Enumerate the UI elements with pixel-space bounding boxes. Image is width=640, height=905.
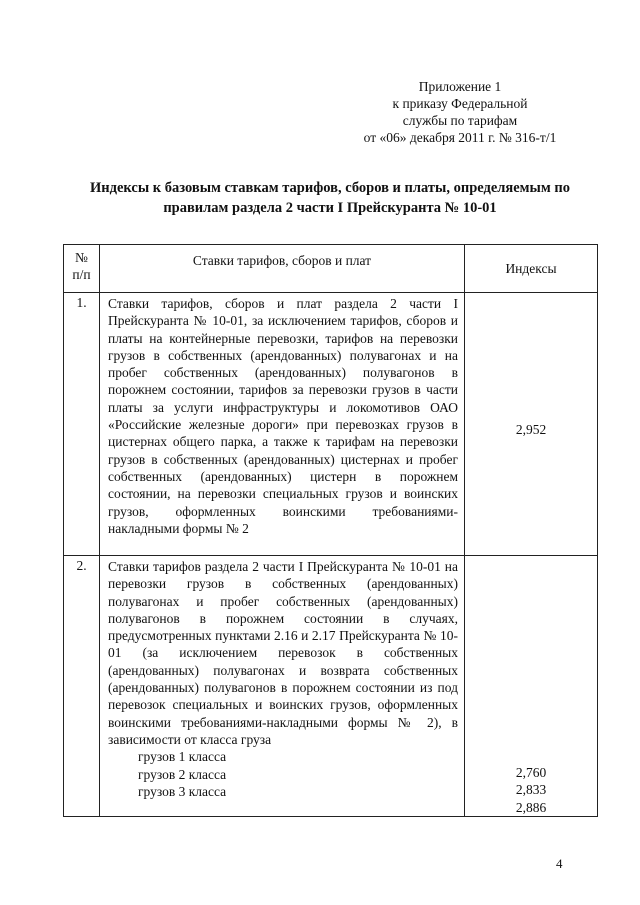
document-title [60,178,600,218]
header-number-line2: п/п [72,267,91,282]
appendix-line: службы по тарифам [402,113,518,128]
title-line-2: правилам раздела 2 части I Прейскуранта № 10-01 [163,200,497,216]
tariff-index-table [63,244,598,817]
appendix-line: к приказу Федеральной [392,96,528,111]
cargo-class-label: грузов 3 класса [138,783,227,799]
row-number: 2. [64,556,100,817]
header-index: Индексы [465,245,598,293]
title-line-1: Индексы к базовым ставкам тарифов, сборов и платы, определяемым по [90,180,570,196]
table-row [64,293,598,556]
row-number: 1. [64,293,100,556]
page-number: 4 [556,856,563,871]
table-row [64,556,598,817]
row-description-cell [100,293,465,556]
header-number-line1: № [75,250,88,265]
appendix-line: Приложение 1 [418,79,502,94]
row-index-cell [465,556,598,817]
table-header-row [64,245,598,293]
cargo-class-index: 2,833 [515,782,547,798]
header-description: Ставки тарифов, сборов и плат [100,245,465,293]
cargo-class-label: грузов 2 класса [138,766,227,782]
appendix-line: от «06» декабря 2011 г. № 316-т/1 [363,130,557,145]
appendix-block [340,78,580,146]
header-number [64,245,100,293]
cargo-class-index: 2,760 [515,765,547,781]
row-description: Ставки тарифов, сборов и плат раздела 2 части I Прейскуранта № 10-01, за исключением тарифов, сборов и платы на контейнерные перевозки, тарифов на перевозки грузов в собственных (арендованных) полувагонах и на пробег собственных (арендованных) полувагонов в порожнем состоянии, тарифов за перевозки грузов в части платы за услуги инфраструктуры и локомотивов ОАО «Российские железные дороги» при перевозках грузов в цистернах общего парка, а также к тарифам на перевозки грузов в собственных (арендованных) цистернах и пробег собственных (арендованных) цистерн в порожнем состоянии, на перевозки специальных грузов и воинских грузов, оформленных воинскими требованиями- накладными формы № 2 [108,296,458,536]
cargo-class-index: 2,886 [515,799,547,815]
row-description: Ставки тарифов раздела 2 части I Прейскуранта № 10-01 на перевозки грузов в собственных (арендованных) полувагонах и пробег собственных (арендованных) полувагонов в порожнем состоянии в случаях, предусмотренных пунктами 2.16 и 2.17 Прейскуранта № 10-01 (за исключением перевозок в собственных (арендованных) полувагонах и возврата собственных (арендованных) полувагонов в порожнем состоянии из под перевозок специальных и воинских грузов, оформленных воинскими требованиями-накладными формы № 2), в зависимости от класса груза [108,559,458,747]
row-description-block [100,556,464,816]
cargo-class-label: грузов 1 класса [138,749,227,765]
row-index: 2,952 [465,293,598,556]
row-description-cell [100,556,465,817]
